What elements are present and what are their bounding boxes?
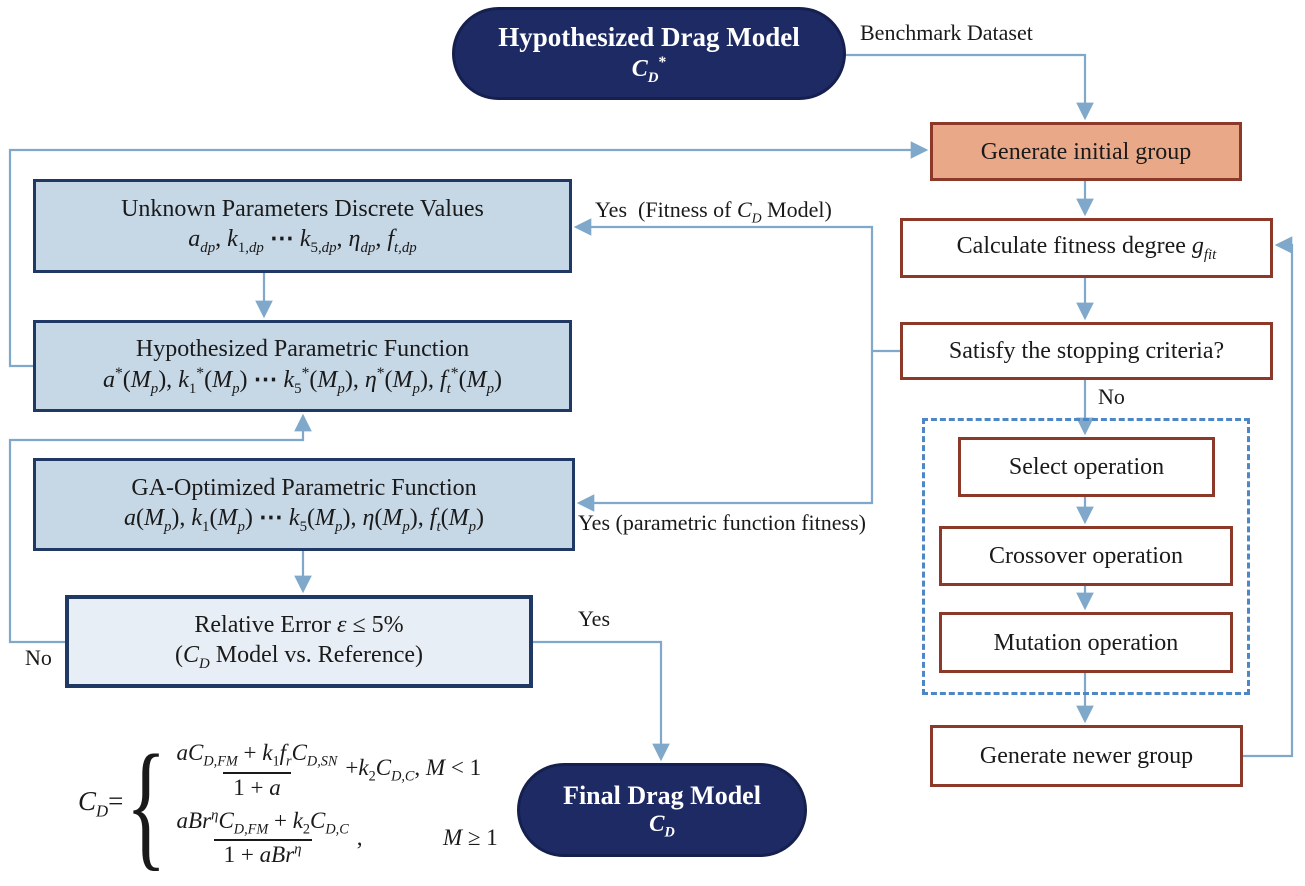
edge-yes-parametric	[582, 351, 872, 503]
node-label: Mutation operation	[993, 629, 1179, 656]
node-hypothesized-drag-model	[452, 7, 846, 100]
node-final-drag-model	[517, 763, 807, 857]
node-calculate-fitness-degree	[900, 218, 1273, 278]
edge-benchmark	[845, 55, 1085, 115]
numerator: $aC_{D,FM} + k_1f_rC_{D,SN}$	[176, 740, 338, 770]
node-relative-error-check	[65, 595, 533, 688]
edge-label-yes-fitness: Yes (Fitness of $C_D$ Model)	[595, 197, 832, 226]
edge-label-yes-final: Yes	[578, 606, 611, 631]
node-ga-optimized-parametric-function	[33, 458, 575, 551]
node-hypothesized-parametric-function	[33, 320, 572, 412]
node-symbol: $C_D^*$	[631, 54, 667, 86]
node-unknown-parameters	[33, 179, 572, 273]
node-generate-initial-group	[930, 122, 1242, 181]
edge-yes-fitness	[579, 227, 872, 351]
node-label: Generate newer group	[979, 743, 1194, 769]
node-label: Crossover operation	[989, 543, 1183, 569]
node-title: Hypothesized Parametric Function	[135, 335, 470, 362]
drag-model-equation	[78, 725, 498, 883]
node-line2: ($C_D$ Model vs. Reference)	[174, 641, 423, 672]
node-line1: Relative Error ε ≤ 5%	[194, 611, 404, 638]
edge-label-yes-parametric: Yes (parametric function fitness)	[578, 510, 866, 535]
node-title: GA-Optimized Parametric Function	[131, 474, 477, 501]
equation-case-subsonic	[171, 739, 498, 801]
node-math: $a(M_p)$, $k_1(M_p)$ ⋯ $k_5(M_p)$, $\eta(M_p)$, $f_t(M_p)$	[123, 504, 485, 535]
node-select-operation	[958, 437, 1215, 497]
node-label: Select operation	[1008, 454, 1165, 480]
node-stopping-criteria	[900, 322, 1273, 380]
edge-label-no-right: No	[1098, 384, 1125, 409]
equation-brace: {	[125, 725, 167, 883]
denominator: 1 + aBr$^\eta$	[214, 839, 312, 869]
node-label: Satisfy the stopping criteria?	[948, 338, 1225, 364]
equation-cases	[171, 739, 498, 869]
node-symbol: $C_D$	[649, 811, 675, 841]
case-condition: $+k_2C_{D,C}$, M < 1	[345, 755, 482, 785]
fraction	[171, 739, 344, 801]
node-label: Calculate fitness degree $g_{fit}$	[956, 233, 1217, 264]
node-title: Unknown Parameters Discrete Values	[121, 196, 484, 223]
edge-yes-to-final	[533, 642, 661, 756]
edge-label-no-left: No	[25, 645, 52, 670]
node-label: Generate initial group	[980, 138, 1192, 165]
node-generate-newer-group	[930, 725, 1243, 787]
node-mutation-operation	[939, 612, 1233, 673]
equation-lhs: $C_D=$	[78, 786, 124, 821]
denominator: 1 + a	[223, 772, 290, 802]
node-math: $a^*(M_p)$, $k_1^*(M_p)$ ⋯ $k_5^*(M_p)$, $\eta^*(M_p)$, $f_t^*(M_p)$	[102, 364, 503, 397]
numerator: $aBr^\eta C_{D,FM} + k_2C_{D,C}$	[176, 806, 349, 838]
node-title: Final Drag Model	[563, 780, 761, 810]
node-math: $a_{dp}$, $k_{1,dp}$ ⋯ $k_{5,dp}$, $\eta_{dp}$, $f_{t,dp}$	[188, 226, 417, 257]
node-crossover-operation	[939, 526, 1233, 586]
equation-case-supersonic	[171, 807, 498, 869]
edge-label-benchmark-dataset: Benchmark Dataset	[860, 20, 1033, 45]
case-condition: , M ≥ 1	[356, 824, 498, 850]
node-title: Hypothesized Drag Model	[498, 22, 800, 53]
fraction	[171, 807, 355, 869]
